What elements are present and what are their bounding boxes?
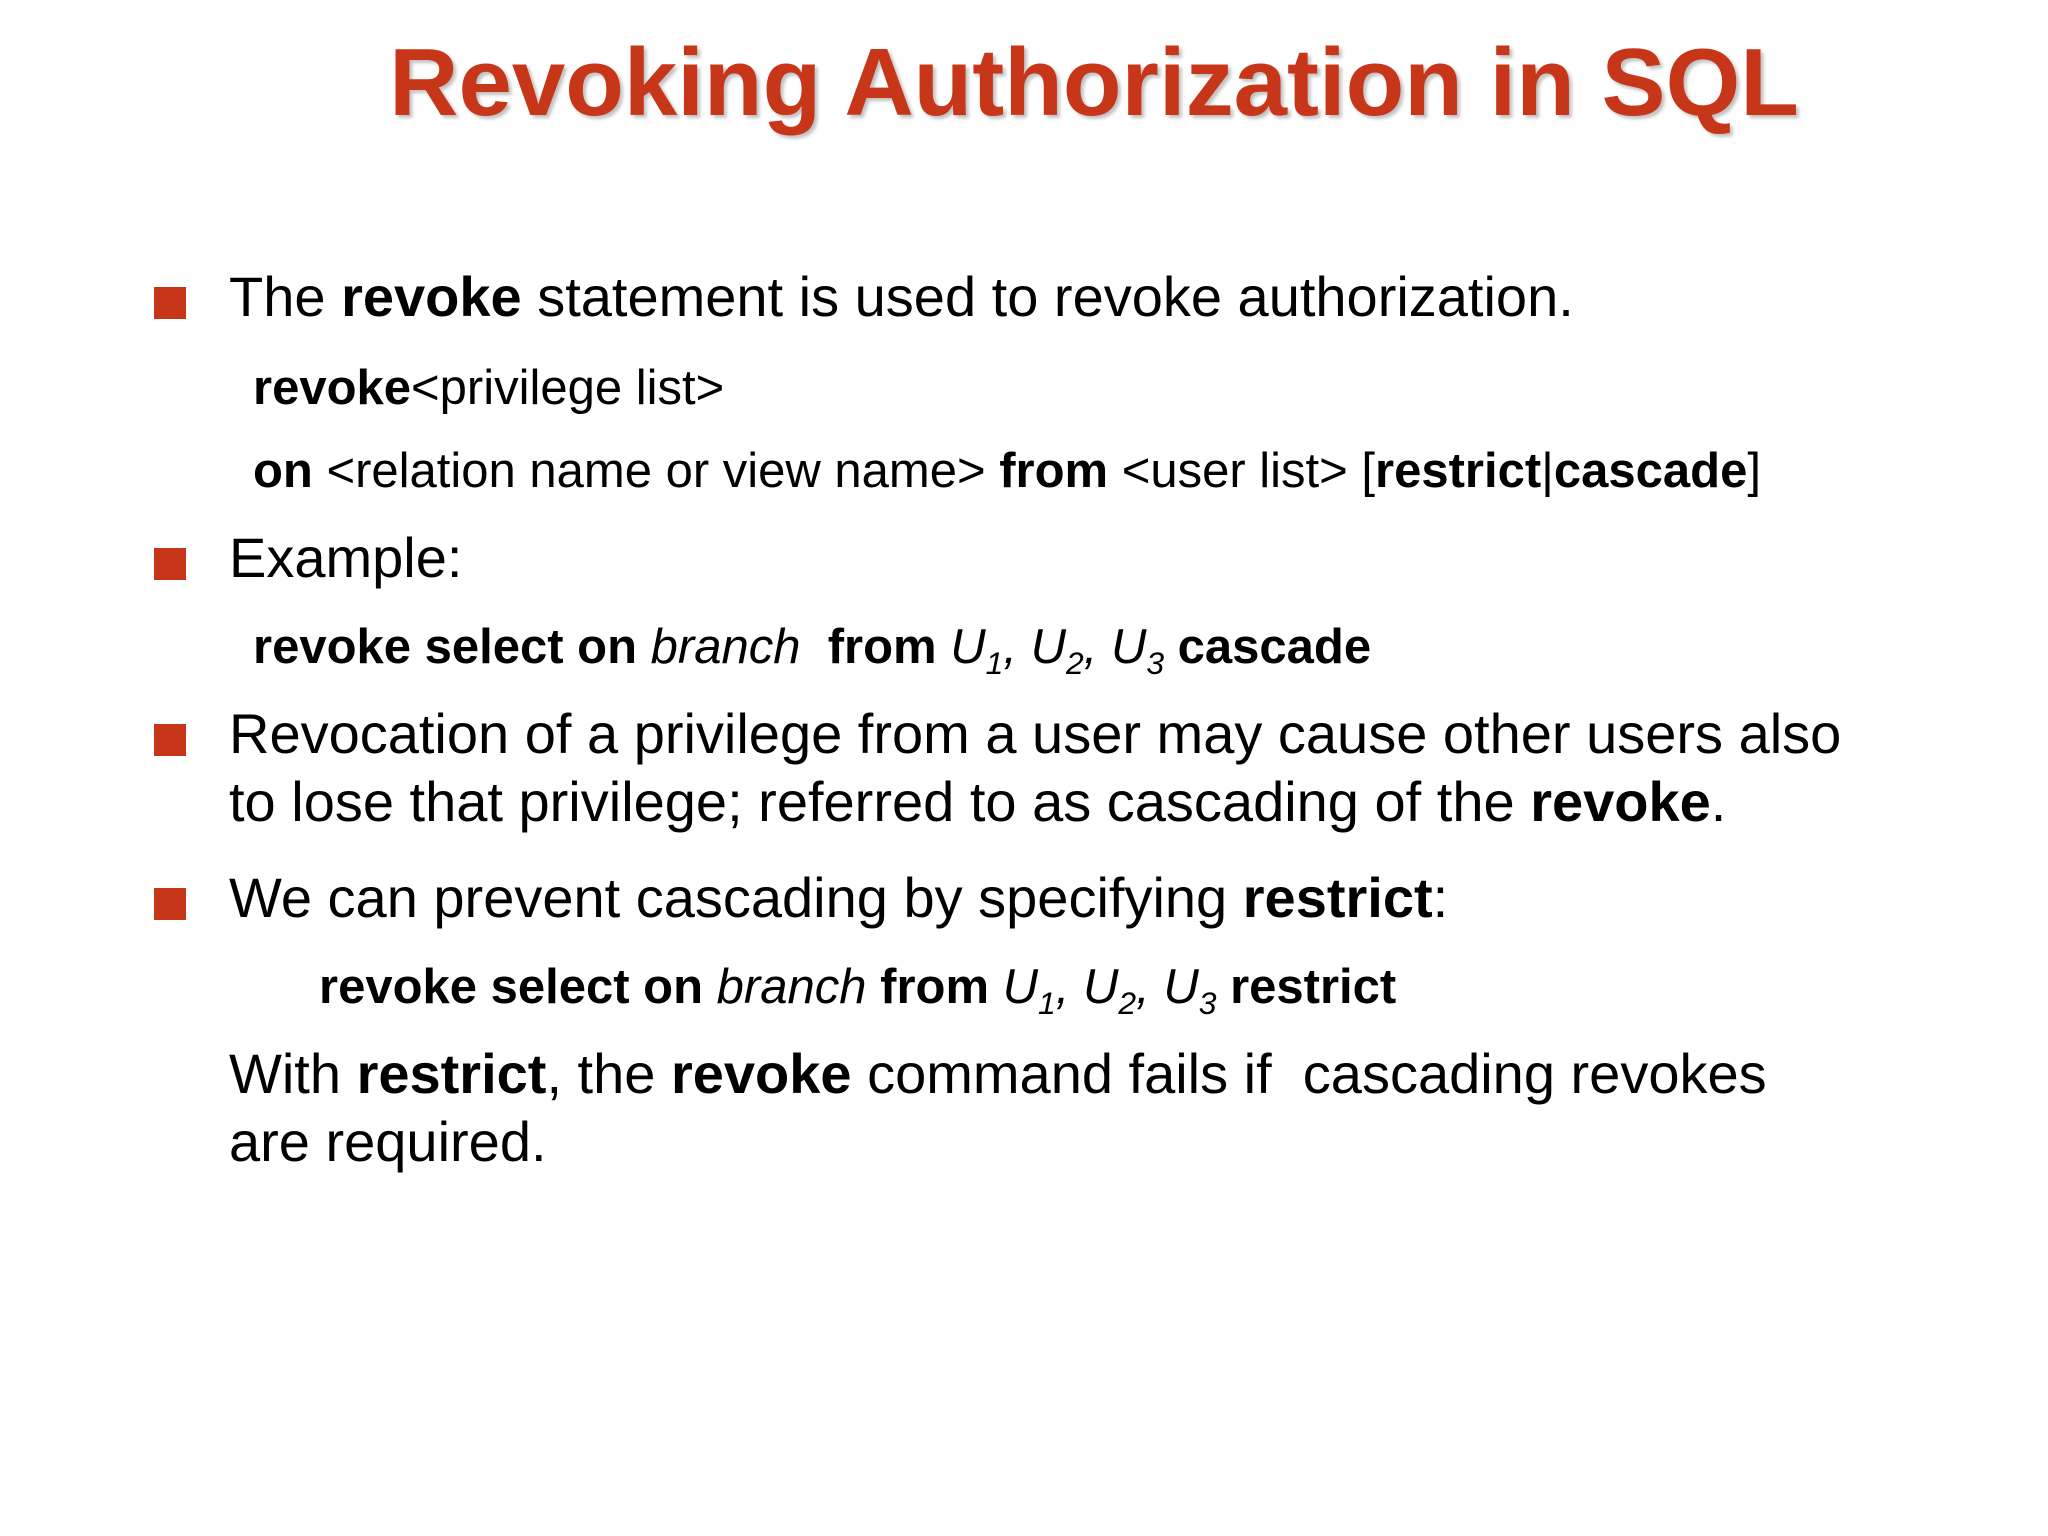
square-bullet-icon bbox=[154, 888, 186, 920]
bullet-text: We can prevent cascading by specifying restrict: bbox=[229, 866, 1449, 929]
restrict-note: With restrict, the revoke command fails if cascading revokes are required. bbox=[229, 1042, 1767, 1173]
bullet-text: Revocation of a privilege from a user may cause other users also to lose that privilege; referred to as cascading of the revoke. bbox=[229, 702, 1842, 833]
square-bullet-icon bbox=[154, 548, 186, 580]
example-restrict-line: revoke select on branch from $U_1$, $U_2$, $U_3$ restrict bbox=[319, 960, 1397, 1022]
example-cascade-line: revoke select on branch from $U_1$, $U_2$, $U_3$ cascade bbox=[253, 620, 1372, 682]
slide-title: Revoking Authorization in SQL bbox=[389, 29, 1799, 136]
square-bullet-icon bbox=[154, 287, 186, 319]
square-bullet-icon bbox=[154, 724, 186, 756]
bullet-text: The revoke statement is used to revoke authorization. bbox=[229, 265, 1574, 328]
syntax-line-2: on <relation name or view name> from <user list> [restrict|cascade] bbox=[253, 444, 1761, 498]
bullet-text: Example: bbox=[229, 526, 463, 589]
syntax-line-1: revoke<privilege list> bbox=[253, 361, 725, 415]
